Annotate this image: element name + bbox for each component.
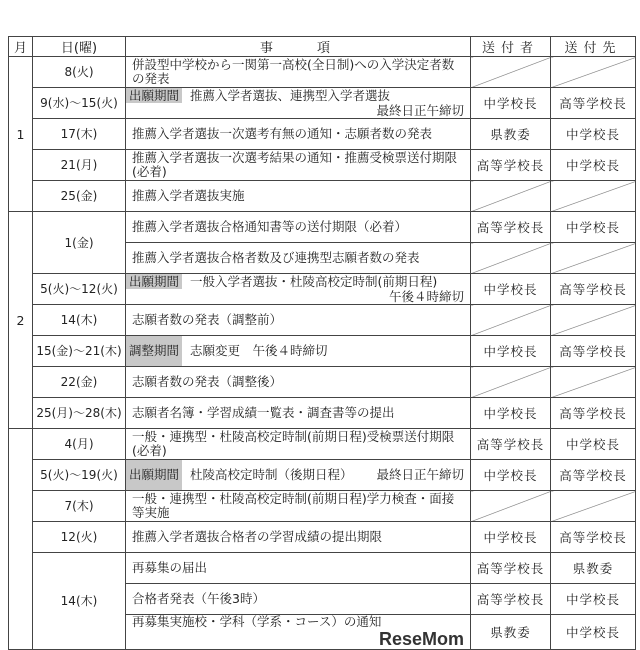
table-row — [9, 336, 636, 367]
recipient-cell: 高等学校長 — [551, 88, 636, 119]
item-text: 杜陵高校定時制（後期日程） — [190, 467, 353, 482]
item-content — [126, 212, 470, 242]
item-content — [126, 460, 470, 490]
header-item: 事 項 — [126, 37, 471, 57]
item-cell — [126, 429, 471, 460]
recipient-cell: 高等学校長 — [551, 274, 636, 305]
item-text: 一般・連携型・杜陵高校定時制(前期日程)学力検査・面接等実施 — [132, 491, 455, 520]
item-cell — [126, 274, 471, 305]
item-cell — [126, 491, 471, 522]
recipient-cell — [551, 491, 636, 522]
period-tag: 調整期間 — [126, 336, 182, 366]
item-text: 再募集の届出 — [132, 560, 208, 575]
table-row — [9, 88, 636, 119]
item-text: 志願者名簿・学習成績一覧表・調査書等の提出 — [132, 405, 395, 420]
recipient-cell: 中学校長 — [551, 584, 636, 615]
sender-cell — [471, 305, 551, 336]
item-cell — [126, 88, 471, 119]
item-text: 推薦入学者選抜一次選考結果の通知・推薦受検票送付期限(必着) — [132, 150, 458, 179]
date-cell: 14(木) — [33, 305, 126, 336]
recipient-cell: 中学校長 — [551, 150, 636, 181]
date-cell: 21(月) — [33, 150, 126, 181]
sender-cell — [471, 367, 551, 398]
header-date: 日(曜) — [33, 37, 126, 57]
item-text: 推薦入学者選抜合格通知書等の送付期限（必着） — [132, 219, 408, 234]
table-row — [9, 181, 636, 212]
date-cell: 12(火) — [33, 522, 126, 553]
sender-cell: 高等学校長 — [471, 429, 551, 460]
sender-cell: 中学校長 — [471, 336, 551, 367]
sender-cell: 県教委 — [471, 615, 551, 650]
month-cell: 1 — [9, 57, 33, 212]
sender-cell — [471, 243, 551, 274]
month-cell — [9, 429, 33, 650]
date-cell: 7(木) — [33, 491, 126, 522]
item-content — [126, 398, 470, 428]
item-cell — [126, 243, 471, 274]
table-row — [9, 553, 636, 584]
date-cell: 15(金)〜21(木) — [33, 336, 126, 367]
sender-cell: 中学校長 — [471, 522, 551, 553]
date-cell: 8(火) — [33, 57, 126, 88]
item-cell — [126, 584, 471, 615]
item-content — [126, 57, 470, 87]
item-cell — [126, 553, 471, 584]
sender-cell: 中学校長 — [471, 88, 551, 119]
item-text: 推薦入学者選抜合格者の学習成績の提出期限 — [132, 529, 383, 544]
recipient-cell: 中学校長 — [551, 615, 636, 650]
period-tag: 出願期間 — [126, 274, 182, 289]
item-text: 推薦入学者選抜合格者数及び連携型志願者数の発表 — [132, 250, 420, 265]
table-row — [9, 212, 636, 243]
table-row — [9, 367, 636, 398]
item-text: 合格者発表（午後3時） — [132, 591, 265, 606]
item-cell — [126, 367, 471, 398]
table-row — [9, 305, 636, 336]
sender-cell: 高等学校長 — [471, 584, 551, 615]
recipient-cell — [551, 57, 636, 88]
item-content — [126, 584, 470, 614]
recipient-cell: 中学校長 — [551, 429, 636, 460]
item-text: 併設型中学校から一関第一高校(全日制)への入学決定者数の発表 — [132, 57, 455, 86]
deadline-text: 最終日正午締切 — [376, 102, 464, 118]
date-cell: 17(木) — [33, 119, 126, 150]
item-text: 一般・連携型・杜陵高校定時制(前期日程)受検票送付期限(必着) — [132, 429, 455, 458]
item-cell — [126, 181, 471, 212]
item-cell — [126, 460, 471, 491]
item-text: 一般入学者選抜・杜陵高校定時制(前期日程) — [190, 273, 438, 289]
sender-cell: 高等学校長 — [471, 150, 551, 181]
table-row — [9, 491, 636, 522]
item-cell — [126, 615, 471, 650]
schedule-table — [8, 36, 636, 650]
item-text: 志願者数の発表（調整後） — [132, 374, 283, 389]
item-content — [126, 615, 470, 649]
item-content — [126, 491, 470, 521]
item-text: 再募集実施校・学科（学系・コース）の通知 — [132, 614, 382, 629]
deadline-text: 午後４時締切 — [388, 288, 464, 304]
date-cell: 14(木) — [33, 553, 126, 650]
item-content — [126, 336, 470, 366]
recipient-cell: 高等学校長 — [551, 336, 636, 367]
sender-cell: 中学校長 — [471, 460, 551, 491]
item-text: 志願変更 午後４時締切 — [190, 343, 328, 358]
recipient-cell: 中学校長 — [551, 119, 636, 150]
date-cell: 25(金) — [33, 181, 126, 212]
item-cell — [126, 305, 471, 336]
table-row — [9, 274, 636, 305]
item-content — [126, 367, 470, 397]
item-content — [126, 150, 470, 180]
item-cell — [126, 150, 471, 181]
item-cell — [126, 336, 471, 367]
sender-cell: 県教委 — [471, 119, 551, 150]
recipient-cell — [551, 243, 636, 274]
table-row — [9, 460, 636, 491]
item-content — [126, 88, 470, 118]
recipient-cell: 高等学校長 — [551, 460, 636, 491]
item-content — [126, 274, 470, 304]
recipient-cell: 県教委 — [551, 553, 636, 584]
item-text: 推薦入学者選抜一次選考有無の通知・志願者数の発表 — [132, 126, 433, 141]
date-cell: 1(金) — [33, 212, 126, 274]
date-cell: 22(金) — [33, 367, 126, 398]
date-cell: 5(火)〜12(火) — [33, 274, 126, 305]
sender-cell: 高等学校長 — [471, 553, 551, 584]
recipient-cell — [551, 181, 636, 212]
table-row — [9, 522, 636, 553]
date-cell: 25(月)〜28(木) — [33, 398, 126, 429]
header-month: 月 — [9, 37, 33, 57]
item-text: 志願者数の発表（調整前） — [132, 312, 283, 327]
recipient-cell: 高等学校長 — [551, 398, 636, 429]
header-sender: 送付者 — [471, 37, 551, 57]
recipient-cell — [551, 305, 636, 336]
table-row — [9, 57, 636, 88]
item-content — [126, 429, 470, 459]
item-cell — [126, 57, 471, 88]
item-content — [126, 181, 470, 211]
period-tag: 出願期間 — [126, 88, 182, 103]
sender-cell — [471, 181, 551, 212]
table-row — [9, 119, 636, 150]
header-recipient: 送付先 — [551, 37, 636, 57]
watermark-logo: ReseMom — [378, 629, 464, 649]
item-cell — [126, 119, 471, 150]
item-cell — [126, 398, 471, 429]
sender-cell: 高等学校長 — [471, 212, 551, 243]
table-row — [9, 429, 636, 460]
period-tag: 出願期間 — [126, 460, 182, 490]
recipient-cell: 中学校長 — [551, 212, 636, 243]
sender-cell — [471, 57, 551, 88]
deadline-text: 最終日正午締切 — [376, 467, 464, 482]
item-content — [126, 522, 470, 552]
sender-cell — [471, 491, 551, 522]
date-cell: 4(月) — [33, 429, 126, 460]
sender-cell: 中学校長 — [471, 398, 551, 429]
item-content — [126, 119, 470, 149]
date-cell: 5(火)〜19(火) — [33, 460, 126, 491]
recipient-cell: 高等学校長 — [551, 522, 636, 553]
item-cell — [126, 522, 471, 553]
table-row — [9, 150, 636, 181]
sender-cell: 中学校長 — [471, 274, 551, 305]
header-row — [9, 37, 636, 57]
item-text: 推薦入学者選抜、連携型入学者選抜 — [190, 87, 391, 103]
month-cell: 2 — [9, 212, 33, 429]
date-cell: 9(水)〜15(火) — [33, 88, 126, 119]
recipient-cell — [551, 367, 636, 398]
item-text: 推薦入学者選抜実施 — [132, 188, 245, 203]
item-cell — [126, 212, 471, 243]
item-content — [126, 305, 470, 335]
table-row — [9, 398, 636, 429]
item-content — [126, 243, 470, 273]
item-content — [126, 553, 470, 583]
